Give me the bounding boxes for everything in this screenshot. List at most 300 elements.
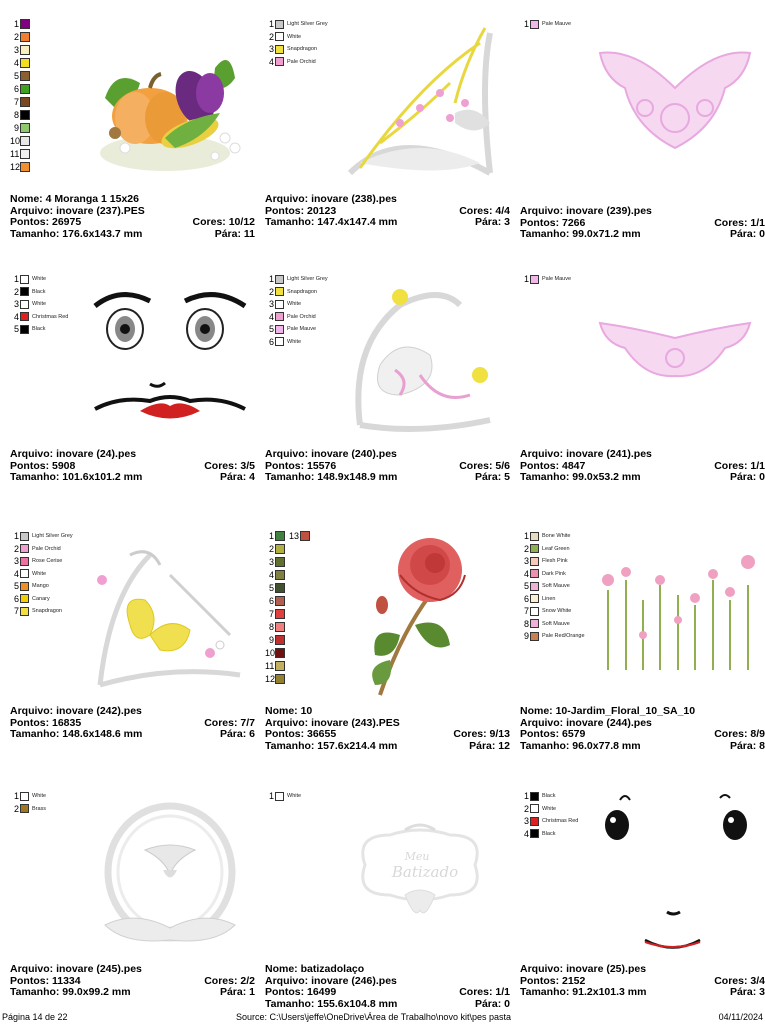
color-swatch-row	[265, 298, 328, 310]
art-script-line2: Batizado	[391, 863, 459, 881]
swatch-color-box	[530, 557, 539, 566]
stops-count: Pára: 8	[729, 739, 765, 752]
color-list	[265, 790, 301, 803]
design-cell-246	[265, 790, 510, 1030]
color-swatch-row	[10, 543, 73, 555]
color-swatch-row	[520, 530, 585, 542]
swatch-number: 9	[13, 123, 19, 134]
butterfly-frame-art	[340, 285, 500, 435]
swatch-number: 1	[268, 791, 274, 801]
swatch-label: Leaf Green	[542, 545, 570, 552]
swatch-color-box	[275, 570, 285, 580]
color-swatch-row	[10, 555, 73, 567]
swatch-label: Christmas Red	[32, 313, 69, 320]
source-path: Source: C:\Users\jeffe\OneDrive\Área de Trabalho\novo kit\pes pasta	[236, 1012, 511, 1022]
file-name: Arquivo: inovare (246).pes	[265, 974, 397, 987]
color-swatch-row	[265, 790, 301, 802]
swatch-color-box	[530, 829, 539, 838]
swatch-color-box	[20, 532, 29, 541]
design-size: Tamanho: 148.9x148.9 mm	[265, 471, 398, 483]
swatch-color-box	[20, 569, 29, 578]
colors-count: Cores: 1/1	[714, 216, 765, 229]
design-info	[265, 194, 510, 229]
swatch-color-box	[20, 804, 29, 813]
swatch-color-box	[20, 58, 30, 68]
swatch-label: Black	[542, 793, 556, 799]
swatch-label: Pale Orchid	[287, 313, 316, 320]
swatch-label: Canary	[32, 595, 50, 602]
stitch-count: Pontos: 5908	[10, 459, 76, 472]
file-name: Arquivo: inovare (240).pes	[265, 448, 397, 460]
colors-count: Cores: 1/1	[714, 459, 765, 472]
stitch-count: Pontos: 7266	[520, 216, 586, 229]
swatch-color-box	[20, 325, 29, 334]
swatch-color-box	[530, 20, 539, 29]
color-swatch-row	[520, 273, 571, 285]
colors-count: Cores: 5/6	[459, 459, 510, 472]
color-swatch-row	[265, 556, 288, 569]
design-cell-241	[520, 273, 765, 513]
swatch-number: 2	[13, 803, 19, 814]
color-swatch-row	[265, 543, 288, 556]
color-swatch-row	[10, 790, 46, 802]
color-swatch-row	[265, 660, 288, 673]
page-number: Página 14 de 22	[2, 1012, 68, 1022]
swatch-number: 3	[13, 299, 19, 309]
color-swatch-row	[265, 31, 328, 43]
color-list	[10, 273, 68, 336]
color-swatch-row	[10, 803, 46, 815]
swatch-color-box	[20, 544, 29, 553]
color-swatch-row	[520, 815, 578, 827]
swatch-label: Dark Pink	[542, 570, 566, 577]
design-cell-25	[520, 790, 765, 1030]
stitch-count: Pontos: 16499	[265, 986, 337, 998]
design-info	[265, 706, 510, 752]
swatch-color-box	[20, 84, 30, 94]
swatch-color-box	[20, 287, 29, 296]
swatch-number: 7	[523, 606, 529, 616]
design-name: Nome: 10	[265, 705, 313, 717]
swatch-number: 2	[523, 543, 529, 554]
file-name: Arquivo: inovare (243).PES	[265, 716, 400, 729]
design-size: Tamanho: 101.6x101.2 mm	[10, 471, 143, 483]
color-list	[265, 530, 288, 686]
colors-count: Cores: 9/13	[453, 728, 510, 740]
swatch-number: 1	[13, 791, 19, 801]
swatch-number: 7	[13, 97, 19, 108]
swatch-label: Soft Mauve	[542, 620, 570, 627]
color-swatch-row	[520, 803, 578, 815]
swatch-number: 12	[10, 162, 21, 173]
christening-bow-art	[345, 815, 495, 925]
design-info	[520, 449, 765, 484]
color-swatch-row	[520, 555, 585, 567]
color-swatch-row	[10, 298, 68, 310]
swatch-color-box	[20, 582, 29, 591]
stitch-count: Pontos: 11334	[10, 974, 81, 987]
design-name: Nome: 10-Jardim_Floral_10_SA_10	[520, 705, 696, 717]
color-list	[520, 18, 571, 31]
pumpkin-vegetables-art	[95, 38, 255, 178]
swatch-color-box	[20, 19, 30, 29]
color-swatch-row	[10, 161, 33, 174]
swatch-color-box	[20, 162, 30, 172]
color-swatch-row	[265, 673, 288, 686]
color-swatch-row	[265, 56, 328, 68]
swatch-color-box	[275, 674, 285, 684]
color-swatch-row	[10, 57, 33, 70]
swatch-label: Christmas Red	[542, 818, 579, 824]
file-name: Arquivo: inovare (25).pes	[520, 963, 647, 975]
design-cell-244	[520, 530, 765, 770]
swatch-color-box	[530, 569, 539, 578]
color-swatch-row	[10, 148, 33, 161]
swatch-color-box	[275, 596, 285, 606]
swatch-color-box	[20, 149, 30, 159]
stops-count: Pára: 4	[219, 471, 255, 483]
color-swatch-row	[265, 323, 328, 335]
swatch-color-box	[20, 45, 30, 55]
stops-count: Pára: 0	[729, 471, 765, 483]
swatch-number: 5	[268, 324, 274, 334]
design-name: Nome: 4 Moranga 1 15x26	[10, 193, 139, 205]
design-cell-245	[10, 790, 255, 1030]
colors-count: Cores: 8/9	[714, 728, 765, 740]
swatch-number: 1	[523, 791, 529, 801]
swatch-number: 3	[268, 299, 274, 309]
swatch-color-box	[530, 632, 539, 641]
swatch-color-box	[275, 792, 284, 801]
color-swatch-row	[520, 630, 585, 642]
file-name: Arquivo: inovare (237).PES	[10, 204, 145, 217]
swatch-color-box	[20, 312, 29, 321]
design-cell-243	[265, 530, 510, 770]
swatch-color-box	[20, 275, 29, 284]
stops-count: Pára: 11	[214, 227, 255, 240]
swatch-label: White	[287, 301, 302, 307]
dove-frame-art	[95, 800, 245, 950]
swatch-number: 5	[268, 583, 274, 594]
swatch-color-box	[530, 544, 539, 553]
design-cell-240	[265, 273, 510, 513]
swatch-color-box	[20, 557, 29, 566]
swatch-color-box	[275, 45, 284, 54]
design-cell-238	[265, 18, 510, 258]
swatch-label: Pale Orchid	[287, 58, 316, 65]
swatch-number: 7	[13, 606, 19, 616]
swatch-color-box	[530, 804, 539, 813]
color-swatch-row	[265, 336, 328, 348]
color-list	[520, 530, 585, 643]
color-swatch-row	[520, 593, 585, 605]
colors-count: Cores: 3/5	[204, 459, 255, 472]
colors-count: Cores: 1/1	[459, 986, 510, 998]
swatch-number: 2	[268, 31, 274, 42]
design-size: Tamanho: 91.2x101.3 mm	[520, 986, 647, 998]
color-swatch-row	[287, 530, 313, 543]
color-swatch-row	[265, 647, 288, 660]
swatch-number: 6	[13, 593, 19, 604]
swatch-number: 1	[523, 274, 529, 284]
swatch-number: 1	[523, 19, 529, 29]
color-swatch-row	[265, 595, 288, 608]
design-info	[10, 194, 255, 240]
swatch-label: White	[32, 301, 47, 307]
stops-count: Pára: 3	[729, 986, 765, 998]
swatch-number: 11	[265, 661, 275, 672]
swatch-color-box	[20, 110, 30, 120]
swatch-number: 2	[13, 286, 19, 297]
color-swatch-row	[265, 273, 328, 285]
swatch-number: 3	[13, 45, 19, 56]
color-swatch-row	[520, 18, 571, 30]
swatch-color-box	[530, 582, 539, 591]
swatch-number: 2	[268, 286, 274, 297]
stitch-count: Pontos: 2152	[520, 974, 586, 987]
file-name: Arquivo: inovare (241).pes	[520, 448, 652, 460]
color-list	[265, 18, 328, 68]
color-swatch-row	[265, 43, 328, 55]
swatch-number: 8	[268, 622, 274, 633]
swatch-label: White	[287, 338, 302, 345]
color-swatch-row	[10, 96, 33, 109]
swatch-color-box	[275, 544, 285, 554]
stitch-count: Pontos: 16835	[10, 716, 82, 729]
stitch-count: Pontos: 4847	[520, 459, 586, 472]
swatch-number: 10	[265, 648, 276, 659]
design-info	[520, 706, 765, 752]
rose-art	[360, 535, 490, 700]
swatch-number: 6	[13, 84, 19, 95]
file-name: Arquivo: inovare (245).pes	[10, 963, 142, 975]
stops-count: Pára: 0	[729, 228, 765, 240]
color-swatch-row	[10, 273, 68, 285]
swatch-color-box	[530, 817, 539, 826]
color-swatch-row	[265, 530, 288, 543]
file-name: Arquivo: inovare (239).pes	[520, 205, 652, 217]
swatch-label: Snow White	[542, 608, 572, 614]
color-list	[10, 790, 46, 815]
color-list	[520, 273, 571, 286]
swatch-color-box	[20, 607, 29, 616]
file-name: Arquivo: inovare (242).pes	[10, 705, 142, 717]
swatch-color-box	[20, 300, 29, 309]
swatch-label: White	[287, 793, 302, 799]
color-list-extra	[287, 530, 313, 543]
swatch-number: 7	[268, 609, 274, 620]
swatch-number: 4	[523, 568, 529, 579]
swatch-color-box	[20, 71, 30, 81]
color-swatch-row	[520, 568, 585, 580]
design-name: Nome: batizadolaço	[265, 963, 365, 975]
design-info	[265, 964, 510, 1010]
swatch-label: White	[542, 805, 557, 812]
swatch-number: 6	[268, 596, 274, 607]
swatch-number: 4	[523, 828, 529, 839]
stops-count: Pára: 5	[474, 471, 510, 483]
swatch-color-box	[20, 792, 29, 801]
swatch-number: 3	[523, 816, 529, 826]
color-swatch-row	[10, 311, 68, 323]
color-list	[10, 530, 73, 618]
colors-count: Cores: 3/4	[714, 974, 765, 987]
design-info	[10, 706, 255, 741]
swatch-number: 9	[268, 635, 274, 646]
swatch-label: Pale Red/Orange	[542, 633, 585, 639]
design-size: Tamanho: 99.0x71.2 mm	[520, 228, 641, 240]
color-swatch-row	[520, 605, 585, 617]
design-info	[520, 964, 765, 999]
swatch-number: 1	[268, 531, 274, 542]
color-swatch-row	[10, 580, 73, 592]
swatch-color-box	[530, 607, 539, 616]
color-swatch-row	[265, 311, 328, 323]
swatch-label: Brass	[32, 805, 47, 812]
swatch-number: 4	[13, 311, 19, 322]
design-size: Tamanho: 157.6x214.4 mm	[265, 739, 398, 752]
swatch-number: 1	[268, 19, 274, 29]
swatch-number: 2	[13, 543, 19, 554]
stitch-count: Pontos: 36655	[265, 728, 337, 740]
color-swatch-row	[10, 70, 33, 83]
swatch-color-box	[275, 661, 285, 671]
face-eyes-smile-art	[595, 790, 760, 955]
color-swatch-row	[10, 568, 73, 580]
swatch-label: Rose Cerise	[32, 558, 63, 564]
design-size: Tamanho: 148.6x148.6 mm	[10, 728, 143, 740]
swatch-number: 12	[265, 674, 276, 685]
color-list	[520, 790, 578, 840]
design-size: Tamanho: 176.6x143.7 mm	[10, 227, 143, 240]
swatch-number: 8	[523, 618, 529, 629]
design-cell-237	[10, 18, 255, 258]
swatch-label: Snapdragon	[32, 608, 62, 614]
swatch-color-box	[275, 312, 284, 321]
swatch-label: Linen	[542, 595, 556, 602]
floral-garden-art	[598, 550, 758, 675]
design-info	[10, 964, 255, 999]
color-swatch-row	[10, 530, 73, 542]
design-info	[265, 449, 510, 484]
design-info	[520, 206, 765, 241]
swatch-number: 5	[13, 581, 19, 591]
swatch-number: 3	[13, 556, 19, 566]
color-list	[265, 273, 328, 348]
swatch-label: White	[32, 276, 47, 282]
file-name: Arquivo: inovare (244).pes	[520, 716, 652, 729]
swatch-color-box	[300, 531, 310, 541]
swatch-label: Black	[32, 326, 46, 332]
lace-collar-art	[595, 48, 755, 158]
swatch-label: Light Silver Grey	[287, 276, 328, 282]
swatch-number: 5	[523, 581, 529, 591]
file-name: Arquivo: inovare (24).pes	[10, 448, 137, 460]
color-swatch-row	[10, 135, 33, 148]
swatch-number: 2	[13, 32, 19, 43]
color-swatch-row	[265, 569, 288, 582]
design-cell-24	[10, 273, 255, 513]
swatch-number: 4	[268, 311, 274, 322]
design-size: Tamanho: 96.0x77.8 mm	[520, 739, 641, 752]
swatch-number: 1	[268, 274, 274, 284]
swatch-number: 11	[10, 149, 20, 160]
swatch-label: Light Silver Grey	[287, 21, 328, 27]
swatch-number: 8	[13, 110, 19, 121]
color-swatch-row	[520, 790, 578, 802]
swatch-color-box	[275, 635, 285, 645]
stops-count: Pára: 0	[474, 997, 510, 1010]
floral-corner-art	[340, 23, 500, 183]
swatch-label: Black	[542, 830, 556, 837]
colors-count: Cores: 10/12	[192, 216, 255, 228]
color-swatch-row	[10, 109, 33, 122]
swatch-color-box	[20, 123, 30, 133]
color-swatch-row	[265, 621, 288, 634]
swatch-label: Pale Mauve	[287, 326, 317, 332]
colors-count: Cores: 7/7	[204, 716, 255, 729]
swatch-color-box	[20, 136, 30, 146]
print-date: 04/11/2024	[718, 1012, 763, 1022]
swatch-color-box	[275, 583, 285, 593]
color-swatch-row	[265, 18, 328, 30]
swatch-color-box	[275, 275, 284, 284]
swatch-color-box	[530, 792, 539, 801]
stops-count: Pára: 6	[219, 728, 255, 740]
color-swatch-row	[10, 18, 33, 31]
swatch-color-box	[275, 609, 285, 619]
stitch-count: Pontos: 15576	[265, 459, 337, 472]
color-swatch-row	[10, 323, 68, 335]
design-cell-239	[520, 18, 765, 258]
swatch-number: 1	[13, 531, 19, 541]
swatch-color-box	[275, 531, 285, 541]
swatch-color-box	[275, 622, 285, 632]
swatch-color-box	[275, 648, 285, 658]
swatch-number: 10	[10, 136, 21, 147]
swatch-color-box	[530, 275, 539, 284]
swatch-number: 5	[13, 71, 19, 82]
swatch-label: Pale Orchid	[32, 545, 61, 552]
swatch-color-box	[20, 594, 29, 603]
swatch-label: Mango	[32, 583, 49, 589]
file-name: Arquivo: inovare (238).pes	[265, 193, 397, 205]
color-swatch-row	[10, 605, 73, 617]
swatch-number: 3	[523, 556, 529, 566]
swatch-color-box	[275, 20, 284, 29]
swatch-number: 6	[268, 336, 274, 347]
stops-count: Pára: 12	[469, 739, 510, 752]
swatch-number: 3	[268, 557, 274, 568]
swatch-label: White	[287, 33, 302, 40]
swatch-label: Flesh Pink	[542, 558, 568, 564]
swatch-number: 3	[268, 44, 274, 54]
face-eyes-lips-art	[90, 281, 250, 431]
swatch-label: Snapdragon	[287, 46, 317, 52]
swatch-label: White	[32, 793, 47, 799]
color-list	[10, 18, 33, 174]
color-swatch-row	[10, 83, 33, 96]
swatch-number: 4	[13, 568, 19, 579]
swatch-label: Light Silver Grey	[32, 533, 73, 539]
color-swatch-row	[10, 286, 68, 298]
color-swatch-row	[10, 44, 33, 57]
swatch-color-box	[275, 557, 285, 567]
swatch-color-box	[20, 97, 30, 107]
design-size: Tamanho: 99.0x53.2 mm	[520, 471, 641, 483]
art-script-line1: Meu	[404, 850, 430, 863]
swatch-color-box	[275, 337, 284, 346]
